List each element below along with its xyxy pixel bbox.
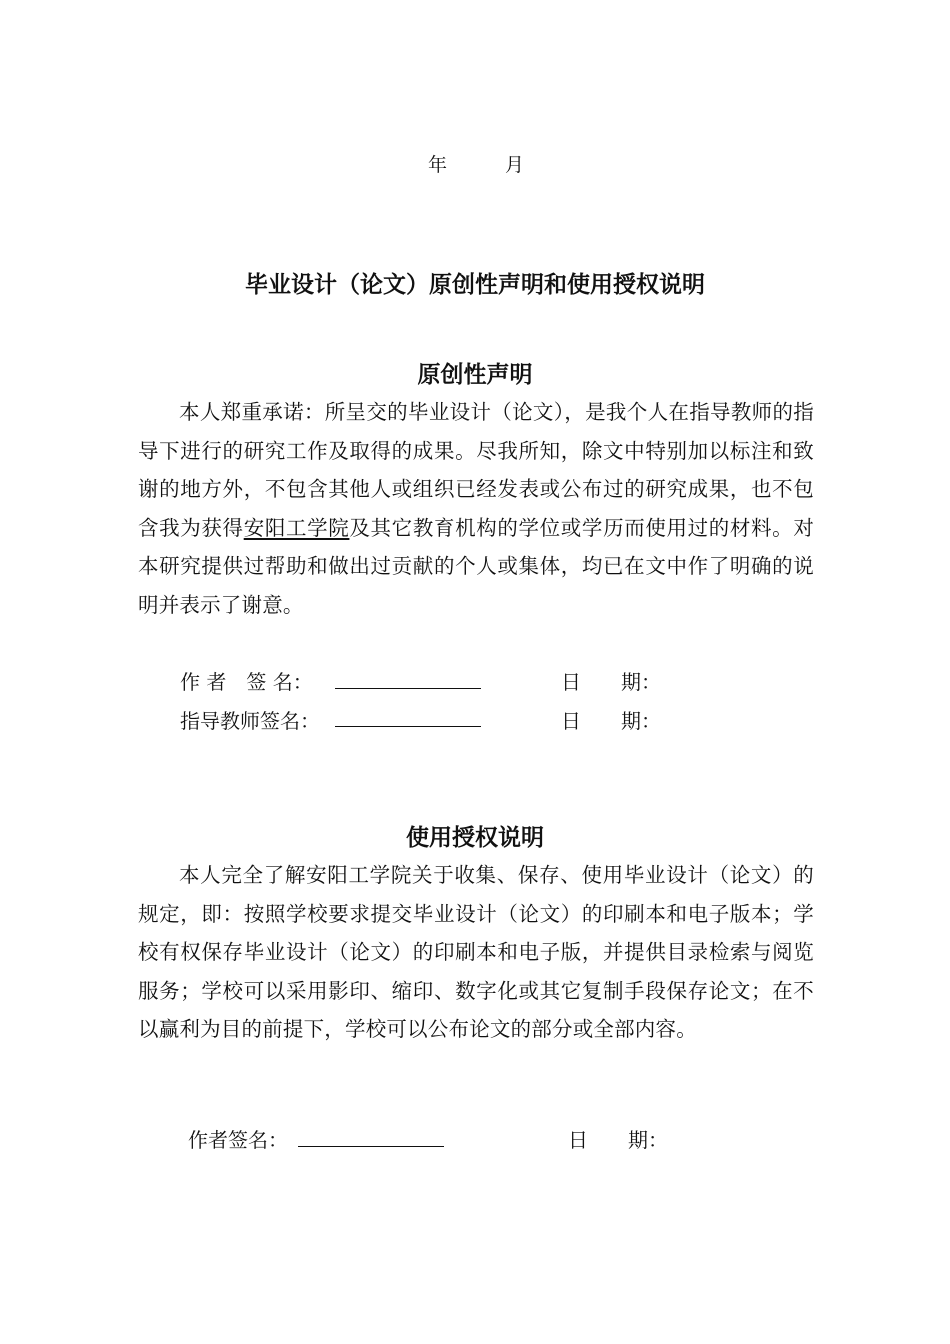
- advisor-signature-label: 指导教师签名：: [180, 709, 320, 733]
- authorization-date-label: 日 期：: [568, 1128, 668, 1152]
- authorization-heading: 使用授权说明: [406, 825, 544, 851]
- authorization-author-signature-label: 作者签名：: [188, 1128, 288, 1152]
- document-title: 毕业设计（论文）原创性声明和使用授权说明: [245, 272, 705, 298]
- originality-heading: 原创性声明: [417, 362, 533, 388]
- year-label: 年: [428, 154, 448, 176]
- authorization-signature-line: [298, 1146, 444, 1147]
- advisor-signature-line: [335, 726, 481, 727]
- originality-paragraph: [138, 393, 814, 624]
- authorization-paragraph: 本人完全了解安阳工学院关于收集、保存、使用毕业设计（论文）的规定，即：按照学校要求提交毕业设计（论文）的印刷本和电子版本；学校有权保存毕业设计（论文）的印刷本和电子版，并提供目录检索与阅览服务；学校可以采用影印、缩印、数字化或其它复制手段保存论文；在不以赢利为目的前提下，学校可以公布论文的部分或全部内容。: [138, 863, 814, 1041]
- institution-name: 安阳工学院: [243, 515, 350, 540]
- author-date-label: 日 期：: [561, 670, 661, 694]
- month-label: 月: [505, 154, 525, 176]
- originality-text-end: 及其它教育机构的学位或学历而使用过的材料。对本研究提供过帮助和做出过贡献的个人或集体，均已在文中作了明确的说明并表示了谢意。: [138, 515, 815, 617]
- advisor-date-label: 日 期：: [561, 709, 661, 733]
- author-signature-line: [335, 688, 481, 689]
- originality-text-start: 本人郑重承诺：所呈交的毕业设计（论文），是我个人在指导教师的指导下进行的研究工作及取得的成果。尽我所知，除文中特别加以标注和致谢的地方外，不包含其他人或组织已经发表或公布过的研究成果，也不包含我为获得: [138, 400, 814, 540]
- author-signature-label: 作 者 签 名：: [180, 670, 313, 694]
